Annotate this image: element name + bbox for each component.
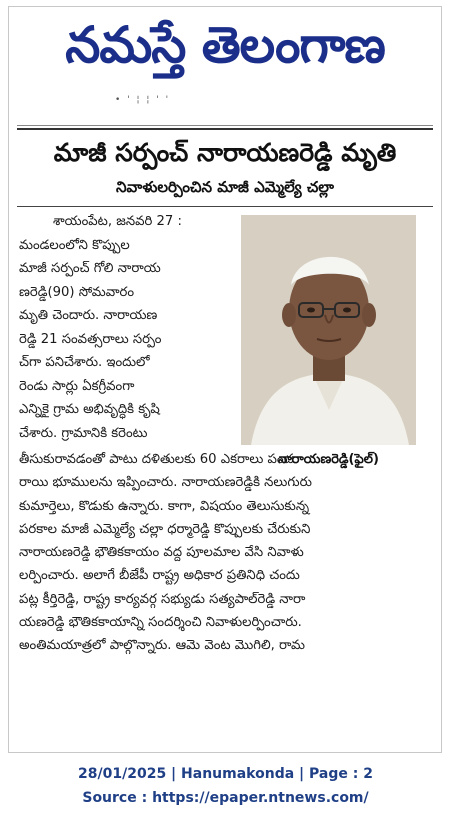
article-line: మాజీ సర్పంచ్ గోలి నారాయ [19,261,161,276]
masthead-title: నమస్తే తెలంగాణ [65,16,385,74]
portrait-photo [241,215,416,445]
article-body-column [19,210,230,445]
divider [17,206,433,207]
footer-source: Source : https://epaper.ntnews.com/ [82,790,369,806]
article-headline: మాజీ సర్పంచ్ నారాయణరెడ్డి మృతి [53,138,397,167]
article-line: కుమార్తెలు, కొడుకు ఉన్నారు. కాగా, విషయం తెలుసుకున్న [19,498,310,514]
article-line: మృతి చెందారు. నారాయణ [19,308,158,323]
article-line: చేశారు. గ్రామానికి కరెంటు [19,425,148,441]
article-body-full [19,448,431,658]
footer-date-edition: 28/01/2025 | Hanumakonda | Page : 2 [78,766,373,782]
newspaper-clipping [8,6,442,753]
article-line: చ్‌గా పనిచేశారు. ఇందులో [19,355,150,370]
article-line: పరకాల మాజీ ఎమ్మెల్యే చల్లా ధర్మారెడ్డి కొప్పులకు చేరుకుని [19,521,311,537]
article-line: ఎన్నికై గ్రామ అభివృద్ధికి కృషి [19,402,160,417]
article-line: రెండు సార్లు ఏకగ్రీవంగా [19,378,135,394]
article-line: నారాయణరెడ్డి భౌతికకాయం వద్ద పూలమాల వేసి నివాళు [19,545,304,561]
dateline-strip: • ' ¦ ¦ ' ' [115,95,171,105]
article-line: పట్ల కీర్తిరెడ్డి, రాష్ట్ర కార్యవర్గ సభ్యుడు సత్యపాల్‌రెడ్డి నారా [19,591,306,607]
article-line: తీసుకురావడంతో పాటు దళితులకు 60 ఎకరాలు పంచ [19,452,294,467]
article-line: శాయంపేట, జనవరి 27 : [53,214,182,229]
divider [17,128,433,130]
article-line: ణరెడ్డి(90) సోమవారం [19,284,135,300]
article-subheadline: నివాళులర్పించిన మాజీ ఎమ్మెల్యే చల్లా [116,178,334,196]
masthead [9,7,441,91]
article-line: మండలంలోని కొప్పుల [19,237,130,253]
article-line: రెడ్డి 21 సంవత్సరాలు సర్పం [19,331,162,347]
divider [17,125,433,126]
portrait-illustration [241,215,416,445]
article-line: అంతిమయాత్రలో పాల్గొన్నారు. ఆమె వెంట మొగిలి, రామ [19,638,305,654]
article-line: యణరెడ్డి భౌతికకాయాన్ని సందర్శించి నివాళులర్పించారు. [19,615,302,631]
article-line: రాయి భూములను ఇప్పించారు. నారాయణరెడ్డికి నలుగురు [19,475,312,491]
article-line: లర్పించారు. అలాగే బీజేపీ రాష్ట్ర అధికార ప్రతినిధి చందు [19,568,300,584]
photo-caption: నారాయణరెడ్డి(ఫైల్) [278,452,379,467]
